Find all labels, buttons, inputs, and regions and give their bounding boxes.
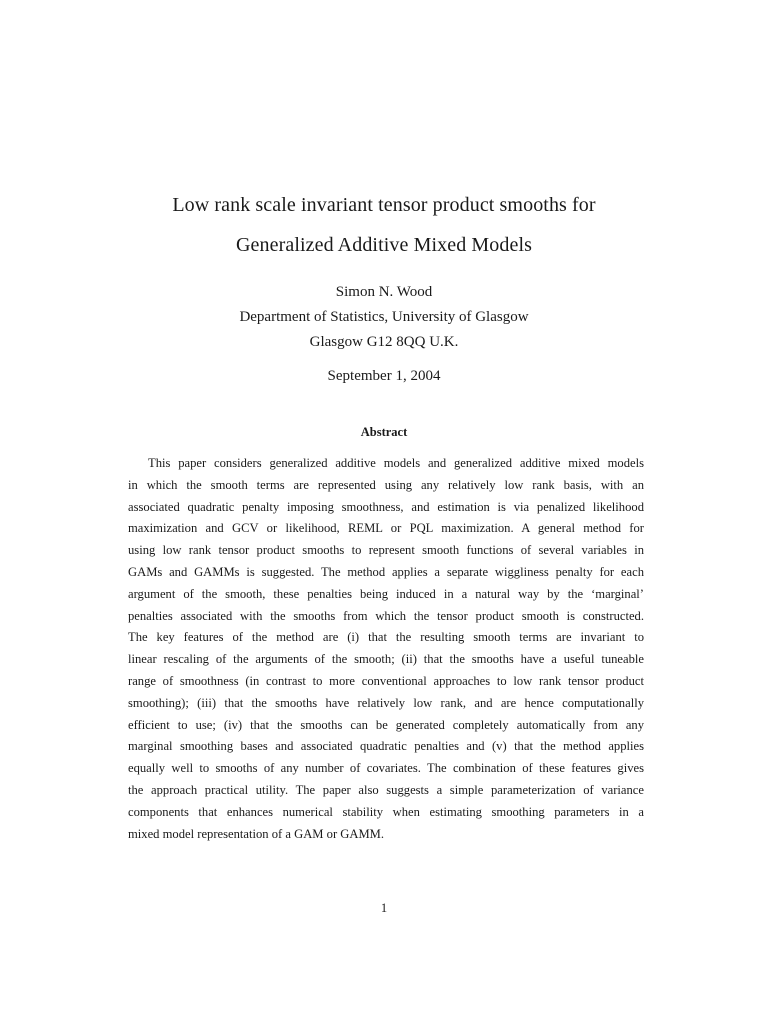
- abstract-line: This paper considers generalized additive models and generalized additive mixed models: [148, 456, 644, 470]
- author-affiliation: Department of Statistics, University of Glasgow: [239, 309, 529, 325]
- abstract-line: The key features of the method are (i) that the resulting smooth terms are invariant to: [128, 630, 644, 645]
- abstract-line: maximization and GCV or likelihood, REML or PQL maximization. A general method for: [128, 521, 644, 536]
- abstract-line: penalties associated with the smooths from which the tensor product smooth is constructed.: [128, 608, 644, 623]
- paper-date: September 1, 2004: [327, 368, 441, 384]
- abstract-line: linear rescaling of the arguments of the smooth; (ii) that the smooths have a useful tuneable: [128, 652, 644, 667]
- abstract-heading: Abstract: [360, 425, 408, 439]
- abstract-line: GAMs and GAMMs is suggested. The method applies a separate wiggliness penalty for each: [128, 564, 644, 579]
- author-name: Simon N. Wood: [335, 284, 433, 300]
- abstract-line: range of smoothness (in contrast to more conventional approaches to low rank tensor product: [128, 673, 644, 688]
- author-address: Glasgow G12 8QQ U.K.: [309, 334, 459, 350]
- abstract-body: [128, 453, 644, 845]
- abstract-line: smoothing); (iii) that the smooths have relatively low rank, and are hence computationally: [128, 695, 644, 710]
- abstract-line: mixed model representation of a GAM or GAMM.: [128, 826, 385, 841]
- paper-title-line-2: Generalized Additive Mixed Models: [235, 234, 532, 256]
- abstract-line: equally well to smooths of any number of covariates. The combination of these features gives: [128, 761, 644, 776]
- abstract-line: using low rank tensor product smooths to represent smooth functions of several variables in: [128, 543, 644, 558]
- abstract-line: components that enhances numerical stability when estimating smoothing parameters in a: [128, 804, 644, 819]
- abstract-line: associated quadratic penalty imposing smoothness, and estimation is via penalized likelihood: [128, 499, 644, 514]
- page-number: 1: [380, 901, 388, 915]
- abstract-line: the approach practical utility. The paper also suggests a simple parameterization of variance: [128, 782, 644, 797]
- paper-title-line-1: Low rank scale invariant tensor product smooths for: [172, 194, 596, 216]
- abstract-line: in which the smooth terms are represented using any relatively low rank basis, with an: [128, 477, 644, 492]
- abstract-line: marginal smoothing bases and associated quadratic penalties and (v) that the method applies: [128, 739, 644, 754]
- abstract-line: argument of the smooth, these penalties being induced in a natural way by the ‘marginal’: [128, 586, 644, 601]
- abstract-line: efficient to use; (iv) that the smooths can be generated completely automatically from any: [128, 717, 644, 732]
